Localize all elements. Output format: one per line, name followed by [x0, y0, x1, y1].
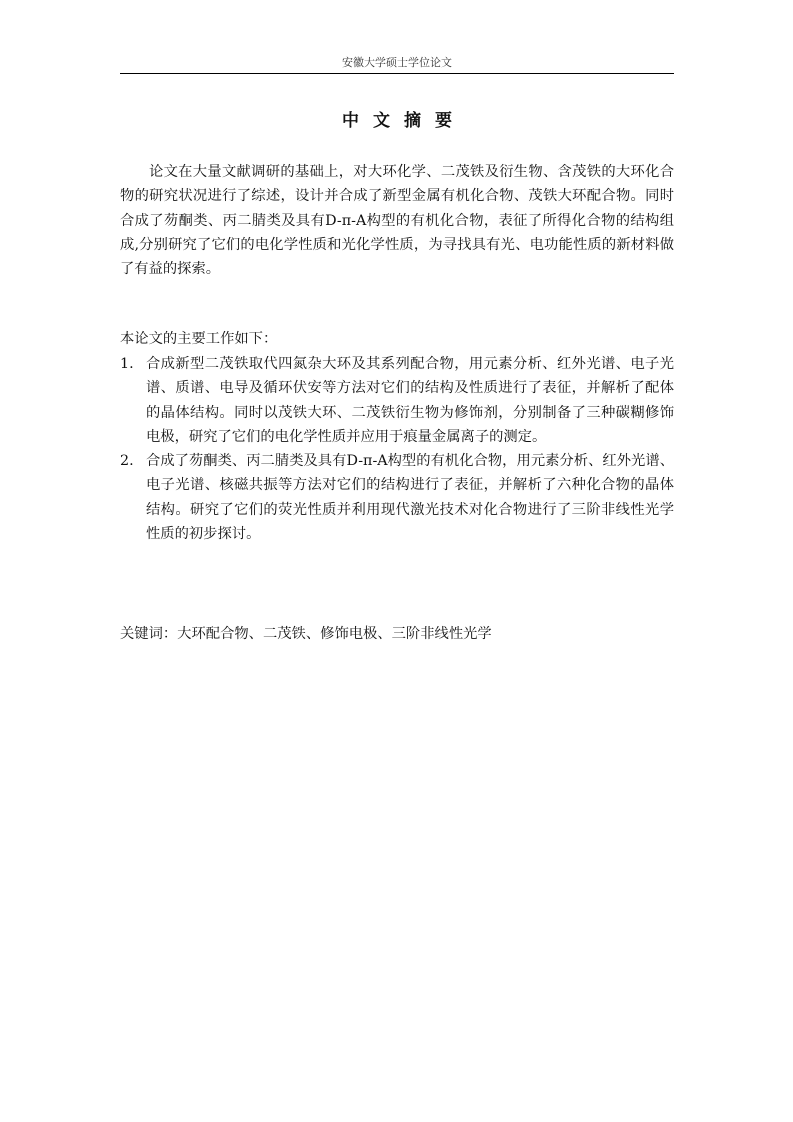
main-work-intro: 本论文的主要工作如下： [120, 331, 278, 347]
keywords: 关键词：大环配合物、二茂铁、修饰电极、三阶非线性光学 [120, 626, 492, 642]
list-item [120, 449, 674, 546]
list-item-text: 合成新型二茂铁取代四氮杂大环及其系列配合物，用元素分析、红外光谱、电子光谱、质谱、电导及循环伏安等方法对它们的结构及性质进行了表征，并解析了配体的晶体结构。同时以茂铁大环、二茂铁衍生物为修饰剂，分别制备了三种碳糊修饰电极，研究了它们的电化学性质并应用于痕量金属离子的测定。 [146, 356, 674, 445]
page-title: 中文摘要 [342, 111, 466, 131]
list-item-number: 1. [120, 356, 134, 372]
list-item [120, 352, 674, 449]
main-work-list [120, 352, 674, 546]
running-header: 安徽大学硕士学位论文 [342, 56, 452, 69]
header-divider [120, 73, 674, 74]
abstract-paragraph: 论文在大量文献调研的基础上，对大环化学、二茂铁及衍生物、含茂铁的大环化合物的研究状况进行了综述，设计并合成了新型金属有机化合物、茂铁大环配合物。同时合成了芴酮类、丙二腈类及具有D-π-A构型的有机化合物，表征了所得化合物的结构组成,分别研究了它们的电化学性质和光化学性质，为寻找具有光、电功能性质的新材料做了有益的探索。 [120, 164, 674, 278]
list-item-text: 合成了芴酮类、丙二腈类及具有D-π-A构型的有机化合物，用元素分析、红外光谱、电子光谱、核磁共振等方法对它们的结构进行了表征，并解析了六种化合物的晶体结构。研究了它们的荧光性质并利用现代激光技术对化合物进行了三阶非线性光学性质的初步探讨。 [146, 453, 674, 543]
list-item-number: 2. [120, 453, 134, 470]
